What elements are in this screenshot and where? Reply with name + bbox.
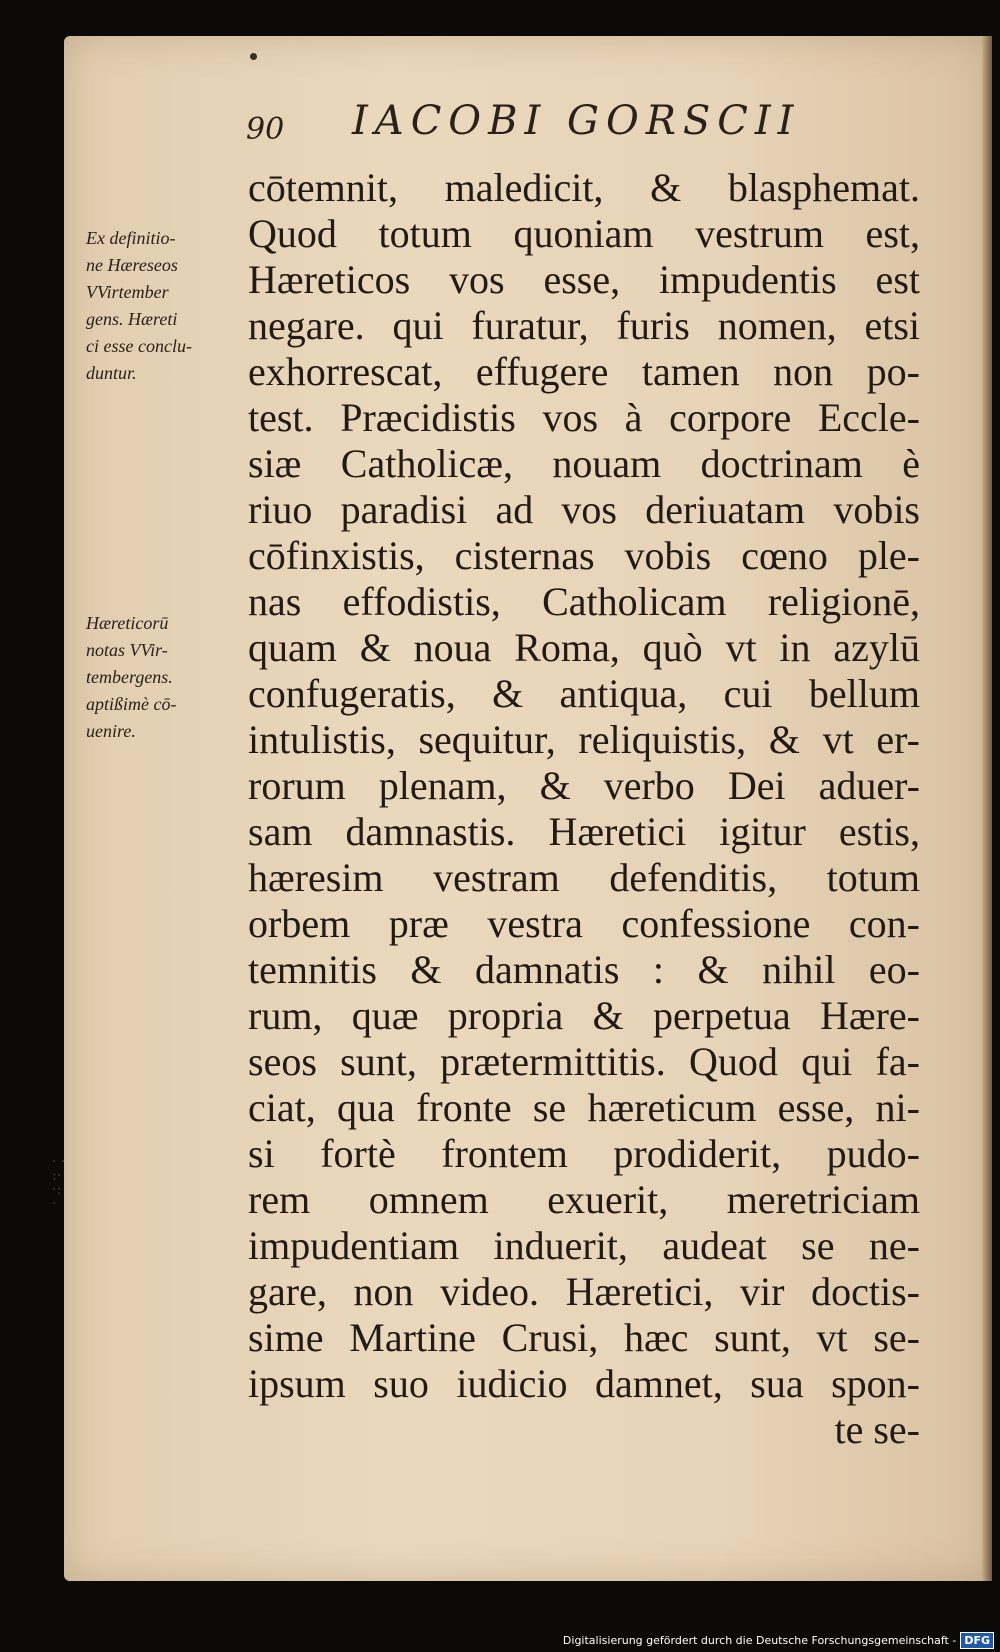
- margin-note-line: VVirtember: [86, 282, 169, 302]
- margin-note-line: uenire.: [86, 721, 136, 741]
- text-line: sime Martine Crusi, hæc sunt, vt se-: [248, 1315, 920, 1360]
- text-line: rum, quæ propria & perpetua Hære-: [248, 993, 920, 1038]
- text-line: sam damnastis. Hæretici igitur estis,: [248, 809, 920, 854]
- text-line: orbem præ vestra confessione con-: [248, 901, 920, 946]
- text-line: intulistis, sequitur, reliquistis, & vt er-: [248, 717, 920, 762]
- text-line: test. Præcidistis vos à corpore Eccle-: [248, 395, 920, 440]
- margin-note-line: tembergens.: [86, 667, 173, 687]
- margin-note-line: ne Hæreseos: [86, 255, 178, 275]
- text-line: rorum plenam, & verbo Dei aduer-: [248, 763, 920, 808]
- text-line: impudentiam induerit, audeat se ne-: [248, 1223, 920, 1268]
- margin-note-heretic-marks: [86, 610, 236, 745]
- text-line: cōfinxistis, cisternas vobis cœno ple-: [248, 533, 920, 578]
- margin-note-line: Ex definitio-: [86, 228, 176, 248]
- text-line: gare, non video. Hæretici, vir doctis-: [248, 1269, 920, 1314]
- margin-note-line: Hæreticorū: [86, 613, 169, 633]
- paper-specks: · · :· ·: ·: [52, 1154, 66, 1212]
- text-line: quam & noua Roma, quò vt in azylū: [248, 625, 920, 670]
- dfg-logo: DFG: [960, 1632, 994, 1649]
- text-line: hæresim vestram defenditis, totum: [248, 855, 920, 900]
- text-line: seos sunt, prætermittitis. Quod qui fa-: [248, 1039, 920, 1084]
- text-line: cōtemnit, maledicit, & blasphemat.: [248, 165, 920, 210]
- text-line: ipsum suo iudicio damnet, sua spon-: [248, 1361, 920, 1406]
- text-line: negare. qui furatur, furis nomen, etsi: [248, 303, 920, 348]
- margin-note-line: ci esse conclu-: [86, 336, 192, 356]
- margin-note-line: notas VVir-: [86, 640, 168, 660]
- credit-text: Digitalisierung gefördert durch die Deutsche Forschungsgemeinschaft -: [562, 1633, 957, 1647]
- text-line: confugeratis, & antiqua, cui bellum: [248, 671, 920, 716]
- text-line: Quod totum quoniam vestrum est,: [248, 211, 920, 256]
- text-line: temnitis & damnatis : & nihil eo-: [248, 947, 920, 992]
- text-line: ciat, qua fronte se hæreticum esse, ni-: [248, 1085, 920, 1130]
- digitization-credit: [563, 1630, 994, 1650]
- margin-note-line: duntur.: [86, 363, 137, 383]
- ink-spot: [250, 53, 257, 60]
- text-line: nas effodistis, Catholicam religionē,: [248, 579, 920, 624]
- text-line: siæ Catholicæ, nouam doctrinam è: [248, 441, 920, 486]
- running-title: IACOBI GORSCII: [352, 98, 801, 144]
- page-edge: [982, 36, 992, 1581]
- text-line: te se-: [834, 1407, 920, 1452]
- margin-note-line: aptißimè cō-: [86, 694, 177, 714]
- page-number: 90: [246, 112, 285, 147]
- body-text: [248, 165, 920, 1453]
- text-line: rem omnem exuerit, meretriciam: [248, 1177, 920, 1222]
- running-head: [246, 98, 926, 158]
- text-line: exhorrescat, effugere tamen non po-: [248, 349, 920, 394]
- text-line: Hæreticos vos esse, impudentis est: [248, 257, 920, 302]
- text-line: riuo paradisi ad vos deriuatam vobis: [248, 487, 920, 532]
- text-line: si fortè frontem prodiderit, pudo-: [248, 1131, 920, 1176]
- margin-note-line: gens. Hæreti: [86, 309, 178, 329]
- margin-note-definition: [86, 225, 236, 387]
